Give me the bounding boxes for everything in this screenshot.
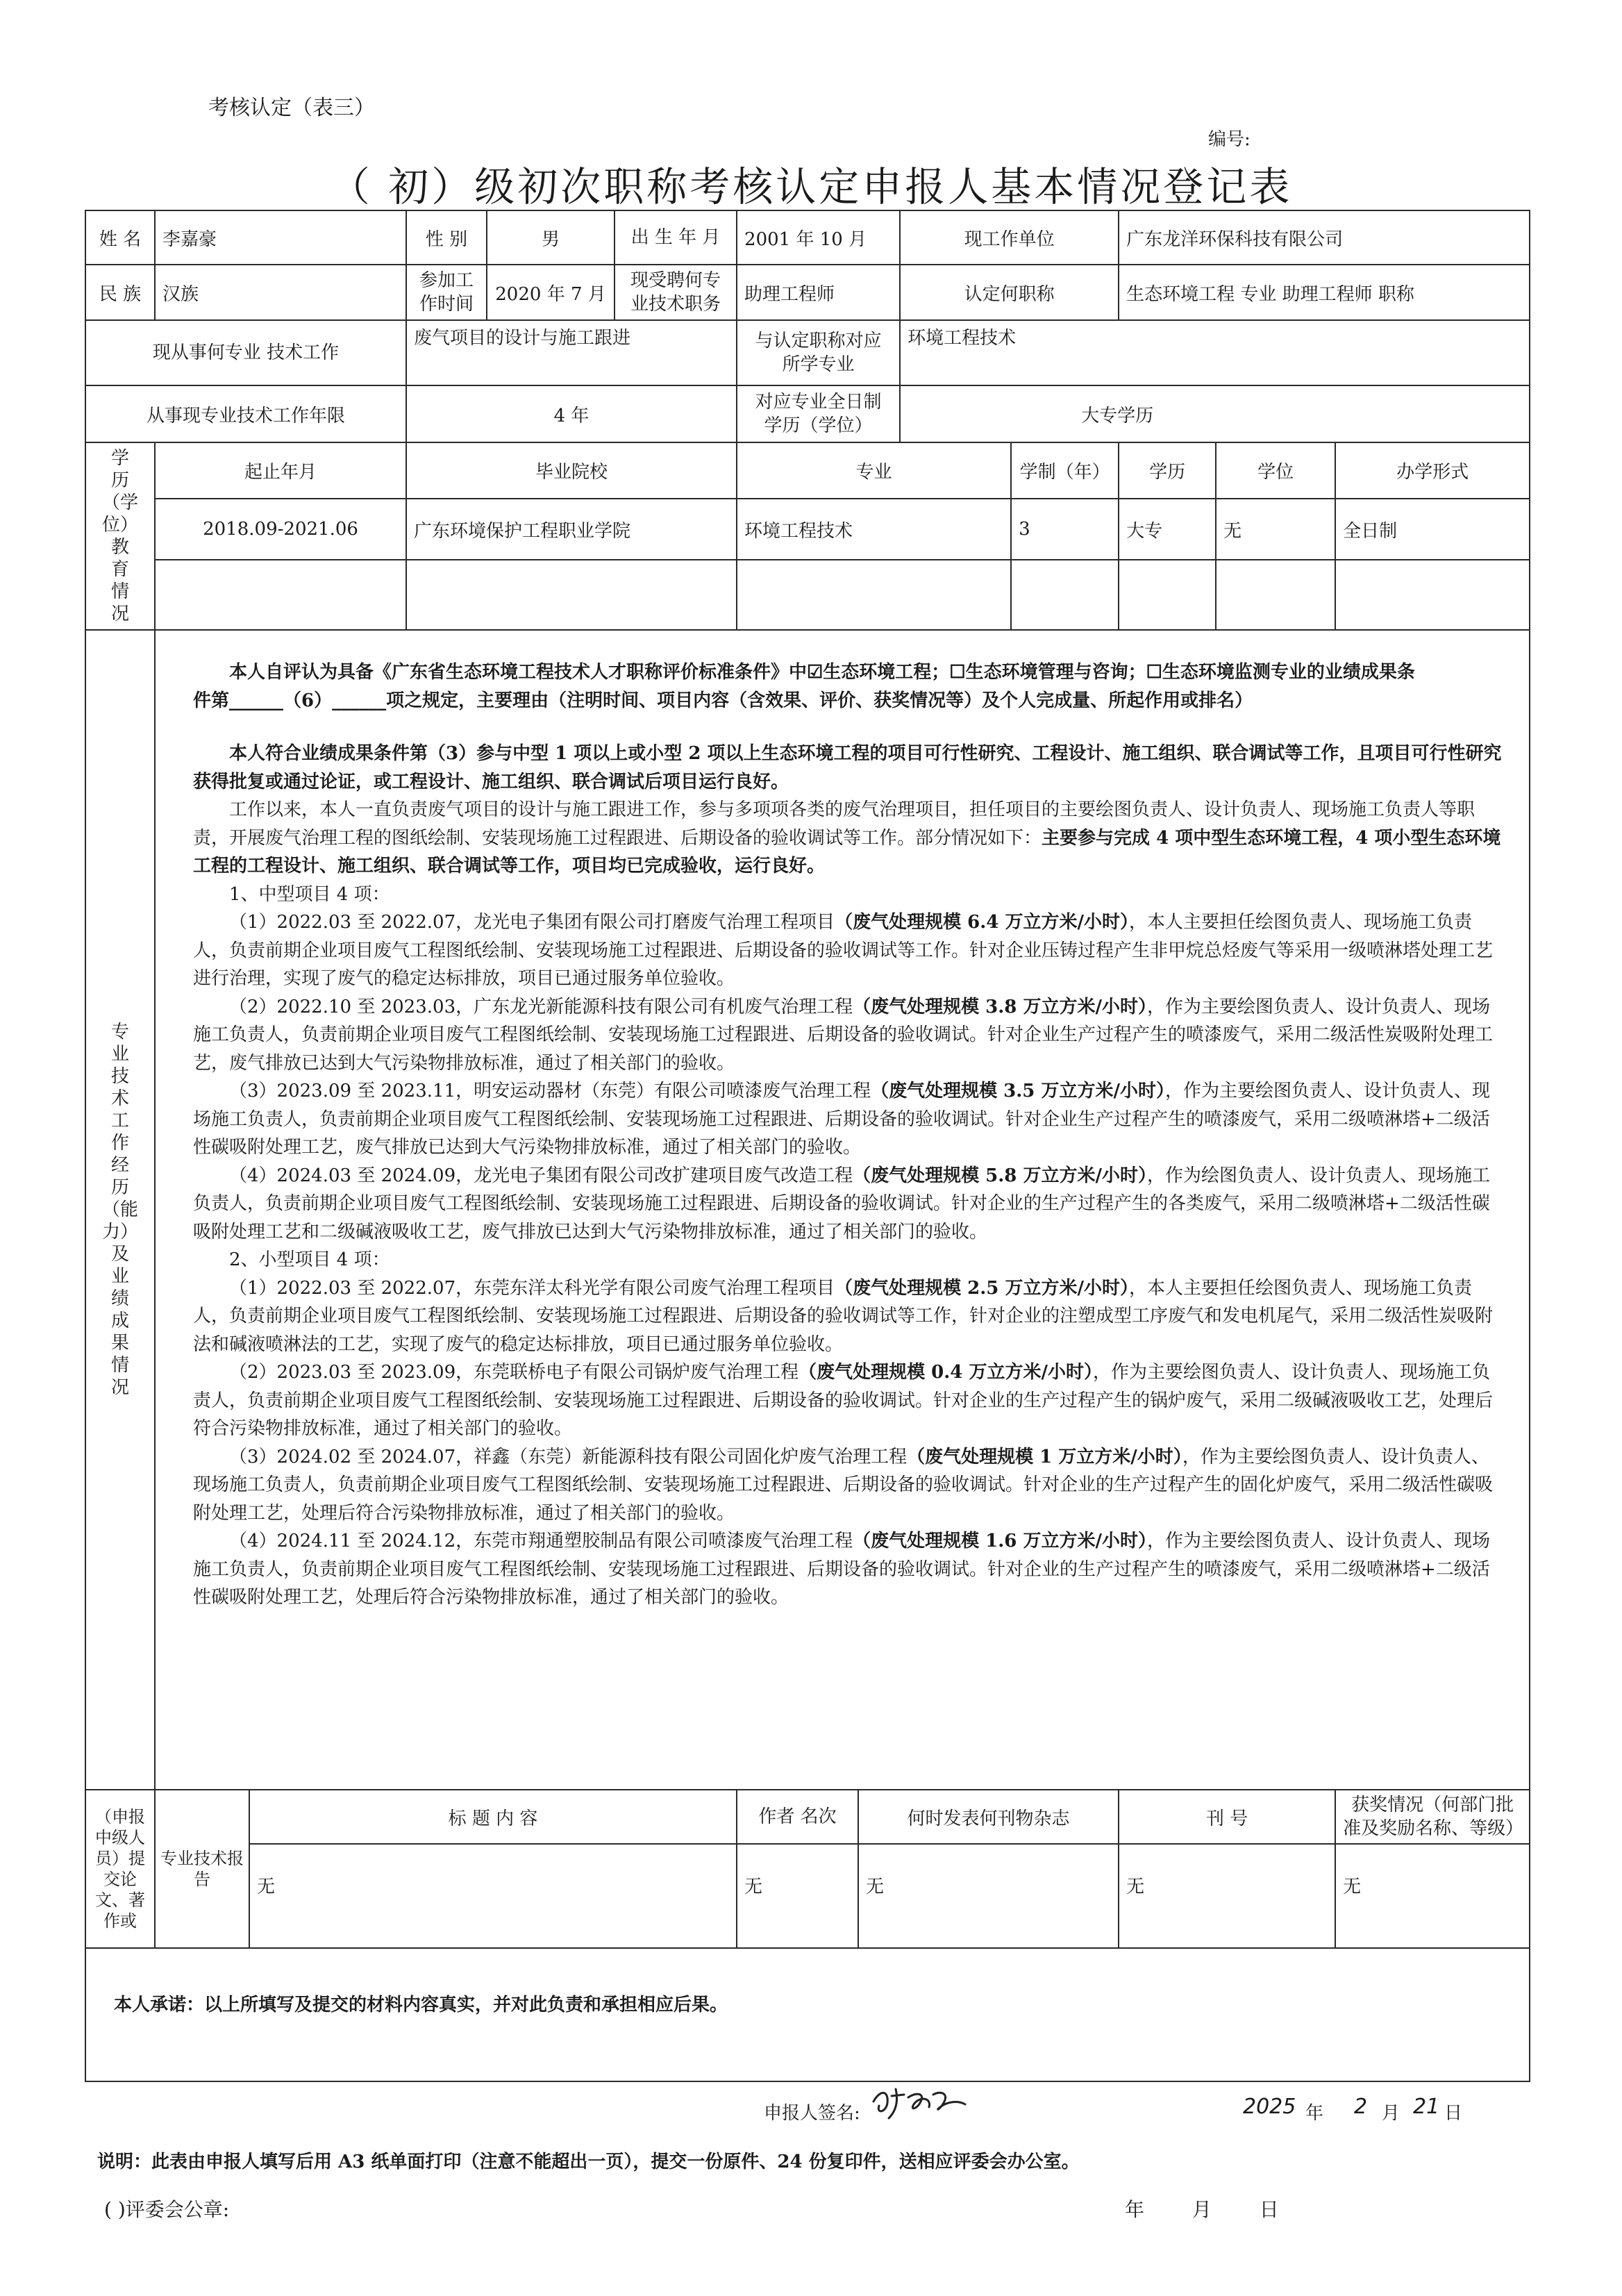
paper-title: 无	[249, 1844, 737, 1948]
summary-paragraph: 本人符合业绩成果条件第（3）参与中型 1 项以上或小型 2 项以上生态环境工程的项目可行性研究、工程设计、施工组织、联合调试等工作，且项目可行性研究获得批复或通过论证，或工程设计、施工组织、联合调试后项目运行良好。	[193, 743, 1502, 792]
years-value: 4 年	[406, 385, 737, 442]
major-value: 环境工程技术	[900, 320, 1530, 385]
papers-header-issn: 刊 号	[1119, 1790, 1335, 1844]
experience-narrative	[155, 630, 1530, 1790]
gender-value: 男	[487, 210, 614, 265]
small-project-4: （4）2024.11 至 2024.12，东莞市翔通塑胶制品有限公司喷漆废气治理工程（废气处理规模 1.6 万立方米/小时），作为主要绘图负责人、设计负责人、现场施工负责人，负责前期企业项目废气工程图纸绘制、安装现场施工过程跟进、后期设备的验收调试。针对企业的生产过程产生的喷漆废气，采用二级喷淋塔+二级活性碳吸附处理工艺，处理后符合污染物排放标准，通过了相关部门的验收。	[193, 1531, 1490, 1608]
serial-number-label: 编号:	[1208, 129, 1251, 150]
paper-awards: 无	[1335, 1844, 1530, 1948]
handwritten-signature	[868, 2081, 972, 2122]
edu-period: 2018.09-2021.06	[155, 499, 406, 560]
apply-title-label: 认定何职称	[900, 265, 1119, 320]
edu-major: 环境工程技术	[737, 499, 1011, 560]
basic-info-row-2	[85, 265, 1530, 320]
ethnicity-value: 汉族	[155, 265, 406, 320]
degree-label: 对应专业全日制 学历（学位）	[737, 385, 900, 442]
edu-header-major: 专业	[737, 442, 1011, 499]
form-footnote: 说明：此表由申报人填写后用 A3 纸单面打印（注意不能超出一页），提交一份原件、24 份复印件，送相应评委会办公室。	[97, 2152, 1080, 2172]
sign-day: 21	[1413, 2095, 1440, 2119]
edu-header-title: 学位	[1216, 442, 1335, 499]
work-start-value: 2020 年 7 月	[487, 265, 614, 320]
medium-projects-title: 1、中型项目 4 项：	[229, 883, 390, 905]
medium-project-2: （2）2022.10 至 2023.03，广东龙光新能源科技有限公司有机废气治理工程（废气处理规模 3.8 万立方米/小时），作为主要绘图负责人、设计负责人、现场施工负责人，负责前期企业项目废气工程图纸绘制、安装现场施工过程跟进、后期设备的验收调试。针对企业生产过程产生的喷漆废气，采用二级活性炭吸附处理工艺，废气排放已达到大气污染物排放标准，通过了相关部门的验收。	[193, 996, 1494, 1074]
registration-form-table	[85, 210, 1530, 2082]
papers-row	[85, 1844, 1530, 1948]
sign-month-unit: 月	[1382, 2103, 1401, 2124]
birth-label: 出 生 年 月	[614, 210, 737, 265]
edu-length: 3	[1011, 499, 1119, 560]
degree-value: 大专学历	[900, 385, 1530, 442]
current-work-label: 现从事何专业 技术工作	[85, 320, 406, 385]
paper-author-rank: 无	[737, 1844, 858, 1948]
education-row-empty	[85, 560, 1530, 630]
education-header-row	[85, 442, 1530, 499]
edu-header-period: 起止年月	[155, 442, 406, 499]
committee-seal-date: 年 月 日	[1125, 2198, 1279, 2221]
birth-value: 2001 年 10 月	[737, 210, 900, 265]
edu-school: 广东环境保护工程职业学院	[406, 499, 737, 560]
basic-info-row-4	[85, 385, 1530, 442]
name-value: 李嘉豪	[155, 210, 406, 265]
intro-line-1: 本人自评认为具备《广东省生态环境工程技术人才职称评价标准条件》中☑生态环境工程；☐生态环境管理与咨询；☐生态环境监测专业的业绩成果条	[229, 662, 1415, 683]
medium-project-4: （4）2024.03 至 2024.09，龙光电子集团有限公司改扩建项目废气改造工程（废气处理规模 5.8 万立方米/小时），作为绘图负责人、设计负责人、现场施工负责人，负责前期企业项目废气工程图纸绘制、安装现场施工过程跟进、后期设备的验收调试。针对企业的生产过程产生的各类废气，采用二级喷淋塔+二级活性碳吸附处理工艺和二级碱液吸收工艺，废气排放已达到大气污染物排放标准，通过了相关部门的验收。	[193, 1165, 1490, 1242]
papers-header-row	[85, 1790, 1530, 1844]
promise-row	[85, 1948, 1530, 2081]
edu-header-school: 毕业院校	[406, 442, 737, 499]
experience-section-label: 专 业 技 术 工 作 经 历 （能 力） 及 业 绩 成 果 情 况	[85, 630, 155, 1790]
papers-header-author: 作者 名次	[737, 1790, 858, 1844]
sign-year: 2025	[1243, 2095, 1296, 2119]
edu-header-degree: 学历	[1119, 442, 1216, 499]
page-title: （ 初）级初次职称考核认定申报人基本情况登记表	[329, 163, 1293, 210]
years-label: 从事现专业技术工作年限	[85, 385, 406, 442]
current-work-value: 废气项目的设计与施工跟进	[406, 320, 737, 385]
ethnicity-label: 民 族	[85, 265, 155, 320]
small-projects-title: 2、小型项目 4 项：	[229, 1249, 390, 1270]
form-number: 考核认定（表三）	[208, 96, 375, 120]
name-label: 姓 名	[85, 210, 155, 265]
experience-row	[85, 630, 1530, 1790]
papers-header-awards: 获奖情况（何部门批 准及奖励名称、等级）	[1335, 1790, 1530, 1844]
sign-month: 2	[1354, 2095, 1368, 2119]
education-section-label: 学 历 （学 位） 教 育 情 况	[85, 442, 155, 630]
basic-info-row-3	[85, 320, 1530, 385]
edu-degree: 大专	[1119, 499, 1216, 560]
edu-title: 无	[1216, 499, 1335, 560]
intro-line-2: 件第______（6）______项之规定，主要理由（注明时间、项目内容（含效果、评价、获奖情况等）及个人完成量、所起作用或排名）	[193, 690, 1253, 711]
papers-header-title: 标 题 内 容	[249, 1790, 737, 1844]
signature-label: 申报人签名:	[764, 2103, 860, 2124]
edu-header-length: 学制（年）	[1011, 442, 1119, 499]
committee-seal-label: ( )评委会公章:	[104, 2198, 230, 2221]
edu-mode: 全日制	[1335, 499, 1530, 560]
employer-value: 广东龙洋环保科技有限公司	[1119, 210, 1530, 265]
small-project-1: （1）2022.03 至 2022.07，东莞东洋太科光学有限公司废气治理工程项目（废气处理规模 2.5 万立方米/小时），本人主要担任绘图负责人、现场施工负责人，负责前期企业项目废气工程图纸绘制、安装现场施工过程跟进、后期设备的验收调试等工作，针对企业的注塑成型工序废气和发电机尾气，采用二级活性炭吸附法和碱液喷淋法的工艺，实现了废气的稳定达标排放，项目已通过服务单位验收。	[193, 1277, 1494, 1355]
education-row	[85, 499, 1530, 560]
paper-issn: 无	[1119, 1844, 1335, 1948]
apply-title-value: 生态环境工程 专业 助理工程师 职称	[1119, 265, 1530, 320]
papers-side-label: （申报中级人员）提交论文、著作或	[85, 1790, 155, 1948]
medium-project-3: （3）2023.09 至 2023.11，明安运动器材（东莞）有限公司喷漆废气治理工程（废气处理规模 3.5 万立方米/小时），作为主要绘图负责人、设计负责人、现场施工负责人，负责前期企业项目废气工程图纸绘制、安装现场施工过程跟进、后期设备的验收调试。针对企业生产过程产生的喷漆废气，采用二级喷淋塔+二级活性碳吸附处理工艺，废气排放已达到大气污染物排放标准，通过了相关部门的验收。	[193, 1081, 1490, 1158]
current-title-value: 助理工程师	[737, 265, 900, 320]
medium-project-1: （1）2022.03 至 2022.07，龙光电子集团有限公司打磨废气治理工程项目（废气处理规模 6.4 万立方米/小时），本人主要担任绘图负责人、现场施工负责人，负责前期企业项目废气工程图纸绘制、安装现场施工过程跟进、后期设备的验收调试等工作。针对企业压铸过程产生非甲烷总烃废气等采用一级喷淋塔处理工艺进行治理，实现了废气的稳定达标排放，项目已通过服务单位验收。	[193, 912, 1494, 989]
major-label: 与认定职称对应 所学专业	[737, 320, 900, 385]
small-project-3: （3）2024.02 至 2024.07，祥鑫（东莞）新能源科技有限公司固化炉废气治理工程（废气处理规模 1 万立方米/小时），作为主要绘图负责人、设计负责人、现场施工负责人，负责前期企业项目废气工程图纸绘制、安装现场施工过程跟进、后期设备的验收调试。针对企业的生产过程产生的固化炉废气，采用二级活性碳吸附处理工艺，处理后符合污染物排放标准，通过了相关部门的验收。	[193, 1446, 1494, 1524]
edu-header-mode: 办学形式	[1335, 442, 1530, 499]
employer-label: 现工作单位	[900, 210, 1119, 265]
gender-label: 性 别	[406, 210, 487, 265]
work-paragraph: 工作以来，本人一直负责废气项目的设计与施工跟进工作，参与多项项各类的废气治理项目，担任项目的主要绘图负责人、设计负责人、现场施工负责人等职责，开展废气治理工程的图纸绘制、安装现场施工过程跟进、后期设备的验收调试等工作。部分情况如下：主要参与完成 4 项中型生态环境工程，4 项小型生态环境工程的工程设计、施工组织、联合调试等工作，项目均已完成验收，运行良好。	[193, 799, 1501, 876]
sign-day-unit: 日	[1444, 2103, 1463, 2124]
small-project-2: （2）2023.03 至 2023.09，东莞联桥电子有限公司锅炉废气治理工程（废气处理规模 0.4 万立方米/小时），作为主要绘图负责人、设计负责人、现场施工负责人，负责前期企业项目废气工程图纸绘制、安装现场施工过程跟进、后期设备的验收调试。针对企业的生产过程产生的锅炉废气，采用二级碱液吸收工艺，处理后符合污染物排放标准，通过了相关部门的验收。	[193, 1362, 1494, 1439]
papers-side-label-2: 专业技术报告	[155, 1790, 249, 1948]
paper-journal: 无	[858, 1844, 1119, 1948]
work-start-label: 参加工 作时间	[406, 265, 487, 320]
promise-statement: 本人承诺：以上所填写及提交的材料内容真实，并对此负责和承担相应后果。	[85, 1948, 1530, 2081]
basic-info-row-1	[85, 210, 1530, 265]
current-title-label: 现受聘何专 业技术职务	[614, 265, 737, 320]
sign-year-unit: 年	[1305, 2103, 1324, 2124]
papers-header-journal: 何时发表何刊物杂志	[858, 1790, 1119, 1844]
